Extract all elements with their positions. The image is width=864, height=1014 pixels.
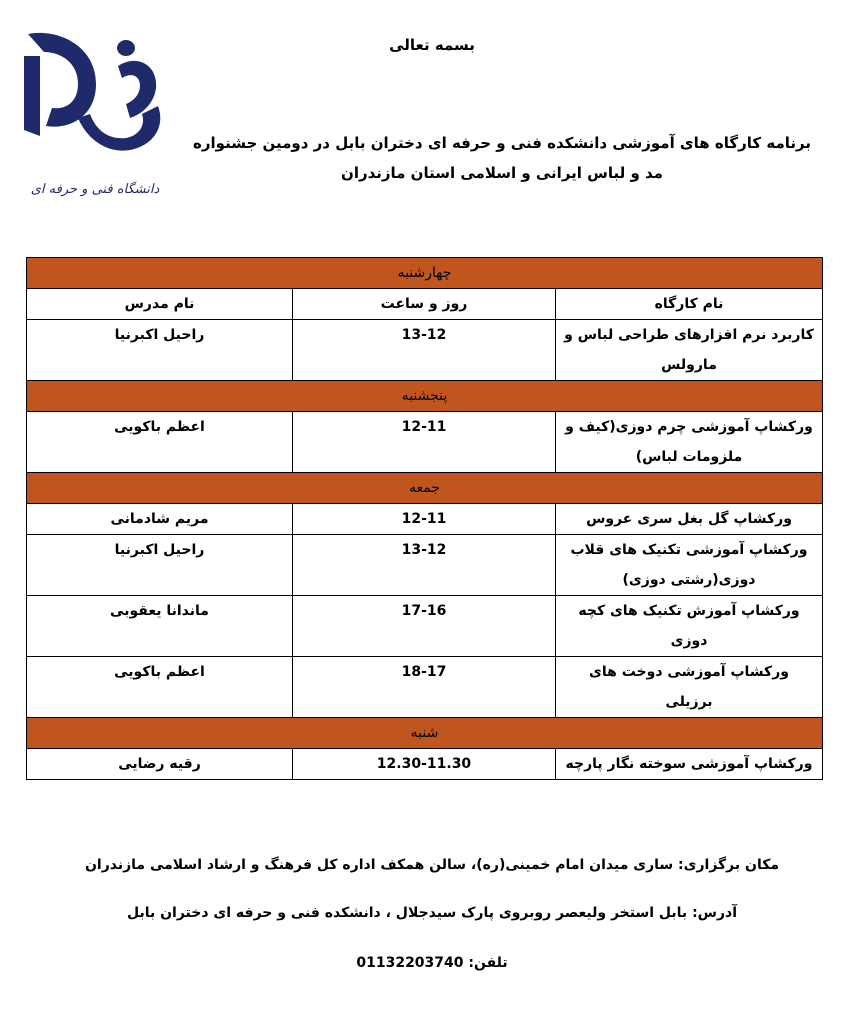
header-workshop: نام کارگاه bbox=[556, 289, 823, 320]
day-name: پنجشنبه bbox=[27, 381, 823, 412]
day-row bbox=[27, 473, 823, 504]
workshop-name: ورکشاپ آموزشی دوخت های برزیلی bbox=[556, 657, 823, 718]
workshop-time: 13-12 bbox=[293, 320, 556, 381]
workshop-name: کاربرد نرم افزارهای طراحی لباس و مارولس bbox=[556, 320, 823, 381]
table-row bbox=[27, 749, 823, 780]
workshop-name: ورکشاپ آموزشی سوخته نگار پارچه bbox=[556, 749, 823, 780]
address-text: آدرس: بابل استخر ولیعصر روبروی پارک سیدجلال ، دانشکده فنی و حرفه ای دختران بابل bbox=[126, 905, 738, 921]
instructor-name: راحیل اکبرنیا bbox=[27, 535, 293, 596]
instructor-name: ماندانا یعقوبی bbox=[27, 596, 293, 657]
workshop-time: 13-12 bbox=[293, 535, 556, 596]
header-row bbox=[27, 289, 823, 320]
table-row bbox=[27, 504, 823, 535]
table-row bbox=[27, 596, 823, 657]
basmala-heading: بسمه تعالی bbox=[389, 36, 475, 54]
table-row bbox=[27, 412, 823, 473]
day-row bbox=[27, 718, 823, 749]
workshop-time: 12-11 bbox=[293, 412, 556, 473]
workshop-time: 18-17 bbox=[293, 657, 556, 718]
workshop-name: ورکشاپ آموزش تکنیک های کچه دوزی bbox=[556, 596, 823, 657]
instructor-name: رقیه رضایی bbox=[27, 749, 293, 780]
day-row bbox=[27, 381, 823, 412]
phone-text: تلفن: 01132203740 bbox=[356, 955, 508, 971]
header-instructor: نام مدرس bbox=[27, 289, 293, 320]
workshop-time: 17-16 bbox=[293, 596, 556, 657]
instructor-name: راحیل اکبرنیا bbox=[27, 320, 293, 381]
day-name: جمعه bbox=[27, 473, 823, 504]
venue-text: مکان برگزاری: ساری میدان امام خمینی(ره)، سالن همکف اداره کل فرهنگ و ارشاد اسلامی مازندران bbox=[84, 857, 780, 873]
instructor-name: مریم شادمانی bbox=[27, 504, 293, 535]
table-row bbox=[27, 657, 823, 718]
logo-caption: دانشگاه فنی و حرفه ای bbox=[30, 182, 160, 197]
instructor-name: اعظم باکویی bbox=[27, 657, 293, 718]
table-row bbox=[27, 535, 823, 596]
header-time: روز و ساعت bbox=[293, 289, 556, 320]
workshop-time: 12.30-11.30 bbox=[293, 749, 556, 780]
workshop-name: ورکشاپ آموزشی تکنیک های قلاب دوزی(رشتی دوزی) bbox=[556, 535, 823, 596]
day-name: شنبه bbox=[27, 718, 823, 749]
page-title: برنامه کارگاه های آموزشی دانشکده فنی و حرفه ای دختران بابل در دومین جشنواره مد و لباس ایرانی و اسلامی استان مازندران bbox=[193, 134, 811, 182]
workshop-name: ورکشاپ آموزشی چرم دوزی(کیف و ملزومات لباس) bbox=[556, 412, 823, 473]
table-row bbox=[27, 320, 823, 381]
day-row bbox=[27, 258, 823, 289]
day-name: چهارشنبه bbox=[27, 258, 823, 289]
workshop-time: 12-11 bbox=[293, 504, 556, 535]
instructor-name: اعظم باکویی bbox=[27, 412, 293, 473]
workshop-name: ورکشاپ گل بغل سری عروس bbox=[556, 504, 823, 535]
schedule-table bbox=[26, 257, 823, 780]
